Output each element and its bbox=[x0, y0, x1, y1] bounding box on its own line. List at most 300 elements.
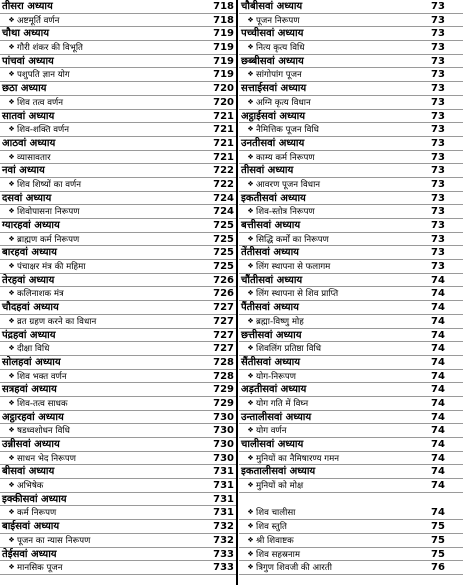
page-number: 730 bbox=[213, 425, 234, 437]
page-number: 724 bbox=[213, 192, 234, 204]
entry-text: पशुपति ज्ञान योग bbox=[17, 70, 70, 81]
page-number: 73 bbox=[431, 261, 445, 273]
page-number: 73 bbox=[431, 192, 445, 204]
chapter-title bbox=[2, 55, 54, 68]
chapter-heading-row bbox=[239, 55, 463, 69]
topic-row bbox=[0, 479, 236, 493]
chapter-title bbox=[2, 82, 46, 95]
page-number: 725 bbox=[213, 261, 234, 273]
chapter-heading-row bbox=[0, 246, 236, 260]
chapter-heading-row bbox=[239, 329, 463, 343]
page-number: 74 bbox=[431, 329, 445, 341]
entry-text: अष्टमूर्ति वर्णन bbox=[17, 15, 60, 26]
chapter-title bbox=[241, 0, 302, 13]
topic-title bbox=[2, 260, 85, 274]
page-number: 74 bbox=[431, 302, 445, 314]
page-number: 73 bbox=[431, 124, 445, 136]
chapter-heading-row bbox=[0, 219, 236, 233]
bullet-icon: ❖ bbox=[8, 262, 15, 271]
bullet-icon: ❖ bbox=[247, 289, 254, 298]
page-number: 731 bbox=[213, 466, 234, 478]
topic-title bbox=[2, 123, 69, 137]
page-number: 731 bbox=[213, 493, 234, 505]
topic-row bbox=[0, 68, 236, 82]
entry-text: दीक्षा विधि bbox=[17, 344, 50, 355]
entry-text: अट्ठारहवां अध्याय bbox=[2, 411, 64, 423]
chapter-title bbox=[2, 274, 54, 287]
entry-text: योग वर्णन bbox=[256, 426, 287, 437]
topic-row bbox=[0, 397, 236, 411]
page-number: 725 bbox=[213, 247, 234, 259]
page-number: 726 bbox=[213, 288, 234, 300]
page-number: 74 bbox=[431, 356, 445, 368]
bullet-icon: ❖ bbox=[247, 453, 254, 462]
topic-row bbox=[239, 424, 463, 438]
chapter-heading-row bbox=[0, 329, 236, 343]
page-number: 722 bbox=[213, 178, 234, 190]
page-number: 73 bbox=[431, 14, 445, 26]
page-number: 74 bbox=[431, 370, 445, 382]
entry-text: इक्कीसवां अध्याय bbox=[2, 493, 67, 505]
page-number: 74 bbox=[431, 315, 445, 327]
chapter-title bbox=[2, 0, 53, 13]
chapter-title bbox=[241, 55, 304, 68]
page-number: 718 bbox=[213, 14, 234, 26]
page-number: 73 bbox=[431, 165, 445, 177]
topic-title bbox=[241, 548, 300, 562]
entry-text: अड़तीसवां अध्याय bbox=[241, 384, 307, 396]
chapter-title bbox=[2, 465, 54, 478]
topic-title bbox=[241, 520, 287, 534]
topic-row bbox=[239, 561, 463, 575]
bullet-icon: ❖ bbox=[247, 262, 254, 271]
entry-text: नैमित्तिक पूजन विधि bbox=[256, 125, 319, 136]
topic-title bbox=[241, 205, 315, 219]
chapter-title bbox=[241, 164, 293, 177]
chapter-title bbox=[241, 356, 300, 369]
topic-row bbox=[0, 315, 236, 329]
bullet-icon: ❖ bbox=[247, 316, 254, 325]
page-number: 722 bbox=[213, 165, 234, 177]
page-number: 733 bbox=[213, 548, 234, 560]
page-number: 76 bbox=[431, 562, 445, 574]
topic-title bbox=[241, 123, 319, 137]
topic-row bbox=[0, 370, 236, 384]
entry-text: सत्ताईसवां अध्याय bbox=[241, 83, 307, 95]
chapter-title bbox=[241, 110, 305, 123]
page-number: 720 bbox=[213, 96, 234, 108]
chapter-title bbox=[2, 520, 59, 533]
entry-text: सांगोपांग पूजन bbox=[256, 70, 302, 81]
page-number: 725 bbox=[213, 233, 234, 245]
chapter-title bbox=[2, 383, 57, 396]
entry-text: ब्रह्मा-विष्णु मोह bbox=[256, 316, 304, 327]
entry-text: सिद्धि कर्मों का निरूपण bbox=[256, 234, 329, 245]
bullet-icon: ❖ bbox=[247, 234, 254, 243]
page-number: 74 bbox=[431, 384, 445, 396]
chapter-heading-row bbox=[0, 465, 236, 479]
chapter-title bbox=[2, 548, 57, 561]
entry-text: सोलहवां अध्याय bbox=[2, 356, 61, 368]
topic-row bbox=[239, 287, 463, 301]
topic-row bbox=[0, 14, 236, 28]
bullet-icon: ❖ bbox=[8, 508, 15, 517]
page-number: 73 bbox=[431, 247, 445, 259]
chapter-title bbox=[241, 246, 299, 259]
chapter-heading-row bbox=[239, 383, 463, 397]
bullet-icon: ❖ bbox=[247, 152, 254, 161]
entry-text: शिव सहस्रनाम bbox=[256, 549, 300, 560]
topic-row bbox=[239, 41, 463, 55]
chapter-title bbox=[241, 219, 300, 232]
entry-text: अट्ठाईसवां अध्याय bbox=[241, 110, 306, 122]
page-number: 73 bbox=[431, 233, 445, 245]
entry-text: चालीसवां अध्याय bbox=[241, 439, 304, 450]
topic-row bbox=[239, 506, 463, 520]
topic-title bbox=[241, 315, 304, 329]
bullet-icon: ❖ bbox=[8, 535, 15, 544]
entry-text: आवरण पूजन विधान bbox=[256, 179, 321, 190]
page-number: 721 bbox=[213, 110, 234, 122]
entry-text: व्रत ग्रहण करने का विधान bbox=[17, 316, 97, 327]
topic-row bbox=[239, 233, 463, 247]
entry-text: सातवां अध्याय bbox=[2, 110, 55, 122]
bullet-icon: ❖ bbox=[8, 125, 15, 134]
bullet-icon: ❖ bbox=[247, 508, 254, 517]
page-number: 726 bbox=[213, 274, 234, 286]
page-number: 733 bbox=[213, 562, 234, 574]
topic-title bbox=[2, 205, 80, 219]
right-index-column bbox=[239, 0, 463, 585]
topic-row bbox=[239, 520, 463, 534]
entry-text: नवां अध्याय bbox=[2, 165, 45, 177]
page-number: 74 bbox=[431, 452, 445, 464]
entry-text: शिव-शक्ति वर्णन bbox=[17, 125, 70, 136]
page-number: 73 bbox=[431, 220, 445, 231]
entry-text: गौरी शंकर की विभूति bbox=[17, 43, 83, 54]
page-number: 727 bbox=[213, 329, 234, 341]
topic-row bbox=[239, 123, 463, 137]
chapter-title bbox=[2, 301, 59, 314]
entry-text: दसवां अध्याय bbox=[2, 192, 52, 204]
page-number: 75 bbox=[431, 521, 445, 533]
entry-text: चौदहवां अध्याय bbox=[2, 302, 59, 314]
topic-row bbox=[239, 68, 463, 82]
bullet-icon: ❖ bbox=[8, 344, 15, 353]
entry-text: कलिनाशक मंत्र bbox=[17, 289, 64, 300]
chapter-heading-row bbox=[0, 27, 236, 41]
page-number: 75 bbox=[431, 548, 445, 560]
topic-row bbox=[239, 151, 463, 165]
chapter-heading-row bbox=[0, 411, 236, 425]
topic-title bbox=[241, 233, 329, 247]
page-number: 719 bbox=[213, 42, 234, 54]
topic-row bbox=[0, 233, 236, 247]
chapter-title bbox=[2, 137, 55, 150]
bullet-icon: ❖ bbox=[8, 152, 15, 161]
chapter-heading-row bbox=[239, 246, 463, 260]
chapter-heading-row bbox=[0, 548, 236, 562]
topic-row bbox=[0, 452, 236, 466]
topic-row bbox=[239, 479, 463, 493]
entry-text: साधन भेद निरूपण bbox=[17, 453, 76, 464]
topic-title bbox=[241, 479, 303, 493]
page-number: 727 bbox=[213, 315, 234, 327]
chapter-heading-row bbox=[0, 110, 236, 124]
topic-title bbox=[2, 452, 76, 466]
chapter-heading-row bbox=[239, 164, 463, 178]
page-number: 721 bbox=[213, 137, 234, 149]
page-number: 724 bbox=[213, 206, 234, 218]
entry-text: पंद्रहवां अध्याय bbox=[2, 329, 56, 341]
chapter-title bbox=[2, 164, 45, 177]
bullet-icon: ❖ bbox=[8, 15, 15, 24]
bullet-icon: ❖ bbox=[247, 371, 254, 380]
topic-title bbox=[2, 506, 56, 520]
topic-title bbox=[2, 397, 68, 411]
topic-title bbox=[241, 287, 338, 301]
topic-title bbox=[241, 178, 320, 192]
bullet-icon: ❖ bbox=[8, 426, 15, 435]
entry-text: षडध्वशोधन विधि bbox=[17, 426, 70, 437]
entry-text: तीसवां अध्याय bbox=[241, 165, 294, 177]
chapter-heading-row bbox=[0, 192, 236, 206]
topic-row bbox=[0, 534, 236, 548]
bullet-icon: ❖ bbox=[247, 179, 254, 188]
topic-title bbox=[2, 178, 81, 192]
page-number: 74 bbox=[431, 466, 445, 478]
chapter-title bbox=[2, 219, 60, 232]
entry-text: छब्बीसवां अध्याय bbox=[241, 55, 304, 67]
page-number: 73 bbox=[431, 1, 445, 12]
entry-text: पैंतीसवां अध्याय bbox=[241, 302, 299, 314]
entry-text: छत्तीसवां अध्याय bbox=[241, 329, 302, 341]
topic-row bbox=[239, 452, 463, 466]
topic-title bbox=[241, 534, 294, 548]
topic-title bbox=[2, 96, 63, 110]
entry-text: योग गति में विघ्न bbox=[256, 398, 309, 409]
entry-text: बारहवां अध्याय bbox=[2, 247, 57, 259]
bullet-icon: ❖ bbox=[247, 43, 254, 52]
chapter-heading-row bbox=[0, 0, 236, 14]
topic-title bbox=[2, 68, 70, 82]
page-number: 718 bbox=[213, 1, 234, 12]
page-number: 74 bbox=[431, 439, 445, 450]
page-number: 73 bbox=[431, 42, 445, 54]
topic-title bbox=[241, 14, 300, 28]
chapter-heading-row bbox=[0, 274, 236, 288]
chapter-heading-row bbox=[0, 356, 236, 370]
bullet-icon: ❖ bbox=[8, 207, 15, 216]
spacer-row bbox=[239, 493, 463, 507]
entry-text: उन्तालीसवां अध्याय bbox=[241, 411, 312, 423]
chapter-heading-row bbox=[239, 356, 463, 370]
chapter-heading-row bbox=[239, 110, 463, 124]
chapter-heading-row bbox=[0, 493, 236, 507]
entry-text: श्री शिवाष्टक bbox=[256, 535, 294, 546]
bullet-icon: ❖ bbox=[247, 522, 254, 531]
entry-text: चौंतीसवां अध्याय bbox=[241, 274, 303, 286]
chapter-title bbox=[241, 82, 306, 95]
bullet-icon: ❖ bbox=[8, 371, 15, 380]
topic-row bbox=[239, 14, 463, 28]
page-number: 720 bbox=[213, 83, 234, 95]
entry-text: काम्य कर्म निरूपण bbox=[256, 152, 315, 163]
chapter-heading-row bbox=[0, 383, 236, 397]
page-number: 73 bbox=[431, 28, 445, 40]
page-number: 719 bbox=[213, 69, 234, 81]
topic-title bbox=[241, 397, 308, 411]
page-number: 75 bbox=[431, 534, 445, 546]
entry-text: तेंतीसवां अध्याय bbox=[241, 247, 299, 259]
page-number: 727 bbox=[213, 302, 234, 314]
chapter-title bbox=[2, 356, 61, 369]
entry-text: सैंतीसवां अध्याय bbox=[241, 356, 301, 368]
chapter-title bbox=[241, 192, 306, 205]
topic-title bbox=[2, 342, 49, 356]
chapter-title bbox=[241, 301, 299, 314]
page-number: 719 bbox=[213, 28, 234, 40]
entry-text: व्यासावतार bbox=[17, 152, 51, 163]
entry-text: शिव-तत्व साधक bbox=[17, 398, 68, 409]
entry-text: इकतीसवां अध्याय bbox=[241, 192, 306, 204]
chapter-heading-row bbox=[0, 164, 236, 178]
page-number: 730 bbox=[213, 439, 234, 450]
page-number: 728 bbox=[213, 370, 234, 382]
topic-title bbox=[241, 151, 315, 165]
entry-text: छठा अध्याय bbox=[2, 83, 47, 95]
entry-text: बीसवां अध्याय bbox=[2, 466, 55, 478]
page-number: 729 bbox=[213, 397, 234, 409]
chapter-title bbox=[2, 27, 49, 40]
page-number: 721 bbox=[213, 151, 234, 163]
topic-title bbox=[241, 96, 311, 110]
chapter-heading-row bbox=[239, 219, 463, 233]
chapter-title bbox=[241, 274, 302, 287]
topic-title bbox=[241, 370, 296, 384]
entry-text: लिंग स्थापना से शिव प्राप्ति bbox=[256, 289, 339, 300]
page-number: 74 bbox=[431, 480, 445, 492]
page-number: 73 bbox=[431, 178, 445, 190]
bullet-icon: ❖ bbox=[247, 97, 254, 106]
entry-text: त्रिगुण शिवजी की आरती bbox=[256, 563, 332, 574]
entry-text: उन्नीसवां अध्याय bbox=[2, 439, 60, 450]
chapter-heading-row bbox=[239, 82, 463, 96]
page-number: 74 bbox=[431, 343, 445, 355]
topic-row bbox=[239, 260, 463, 274]
entry-text: ग्यारहवां अध्याय bbox=[2, 220, 60, 231]
chapter-title bbox=[2, 110, 54, 123]
entry-text: शिव चालीसा bbox=[256, 508, 296, 519]
topic-row bbox=[0, 41, 236, 55]
topic-row bbox=[239, 205, 463, 219]
page-number: 731 bbox=[213, 480, 234, 492]
page-number: 73 bbox=[431, 137, 445, 149]
bullet-icon: ❖ bbox=[247, 481, 254, 490]
entry-text: लिंग स्थापना से फलागम bbox=[256, 262, 331, 273]
page-number: 721 bbox=[213, 124, 234, 136]
chapter-heading-row bbox=[239, 0, 463, 14]
entry-text: बत्तीसवां अध्याय bbox=[241, 220, 301, 231]
topic-row bbox=[0, 205, 236, 219]
entry-text: तीसरा अध्याय bbox=[2, 1, 53, 12]
topic-row bbox=[0, 287, 236, 301]
entry-text: चौबीसवां अध्याय bbox=[241, 1, 303, 12]
topic-row bbox=[239, 548, 463, 562]
chapter-title bbox=[241, 329, 302, 342]
entry-text: पूजन निरूपण bbox=[256, 15, 300, 26]
entry-text: शिव भक्त वर्णन bbox=[17, 371, 67, 382]
page-number: 728 bbox=[213, 356, 234, 368]
topic-title bbox=[241, 342, 321, 356]
bullet-icon: ❖ bbox=[247, 344, 254, 353]
entry-text: मुनियों का नैमिषारण्य गमन bbox=[256, 453, 340, 464]
entry-text: मानसिक पूजन bbox=[17, 563, 63, 574]
entry-text: चौथा अध्याय bbox=[2, 28, 49, 40]
chapter-heading-row bbox=[239, 438, 463, 452]
topic-row bbox=[0, 424, 236, 438]
entry-text: बाईसवां अध्याय bbox=[2, 521, 60, 533]
topic-row bbox=[0, 96, 236, 110]
topic-row bbox=[239, 342, 463, 356]
entry-text: इकतालीसवां अध्याय bbox=[241, 466, 316, 478]
bullet-icon: ❖ bbox=[8, 453, 15, 462]
chapter-heading-row bbox=[0, 82, 236, 96]
page-number: 74 bbox=[431, 288, 445, 300]
topic-title bbox=[241, 41, 305, 55]
chapter-title bbox=[241, 465, 315, 478]
chapter-title bbox=[2, 411, 64, 424]
chapter-heading-row bbox=[239, 465, 463, 479]
page-number: 74 bbox=[431, 397, 445, 409]
topic-title bbox=[2, 424, 70, 438]
bullet-icon: ❖ bbox=[8, 97, 15, 106]
page-number: 730 bbox=[213, 411, 234, 423]
bullet-icon: ❖ bbox=[8, 43, 15, 52]
topic-row bbox=[0, 123, 236, 137]
entry-text: योग-निरूपण bbox=[256, 371, 296, 382]
bullet-icon: ❖ bbox=[8, 289, 15, 298]
chapter-title bbox=[2, 329, 56, 342]
bullet-icon: ❖ bbox=[247, 563, 254, 572]
chapter-heading-row bbox=[239, 274, 463, 288]
entry-text: शिव-स्तोत्र निरूपण bbox=[256, 207, 315, 218]
chapter-title bbox=[2, 493, 67, 506]
chapter-title bbox=[241, 27, 303, 40]
topic-row bbox=[0, 260, 236, 274]
chapter-heading-row bbox=[239, 27, 463, 41]
page-number: 74 bbox=[431, 425, 445, 437]
entry-text: पांचवां अध्याय bbox=[2, 55, 54, 67]
chapter-title bbox=[2, 246, 57, 259]
page-number: 73 bbox=[431, 69, 445, 81]
bullet-icon: ❖ bbox=[8, 398, 15, 407]
topic-title bbox=[2, 315, 96, 329]
topic-row bbox=[239, 96, 463, 110]
topic-row bbox=[239, 397, 463, 411]
chapter-heading-row bbox=[239, 301, 463, 315]
chapter-title bbox=[2, 192, 51, 205]
chapter-title bbox=[241, 137, 304, 150]
topic-row bbox=[0, 506, 236, 520]
bullet-icon: ❖ bbox=[8, 179, 15, 188]
topic-title bbox=[241, 452, 339, 466]
page-number: 732 bbox=[213, 534, 234, 546]
chapter-heading-row bbox=[239, 411, 463, 425]
entry-text: ब्राह्मण कर्म निरूपण bbox=[17, 234, 80, 245]
topic-row bbox=[239, 370, 463, 384]
bullet-icon: ❖ bbox=[247, 398, 254, 407]
